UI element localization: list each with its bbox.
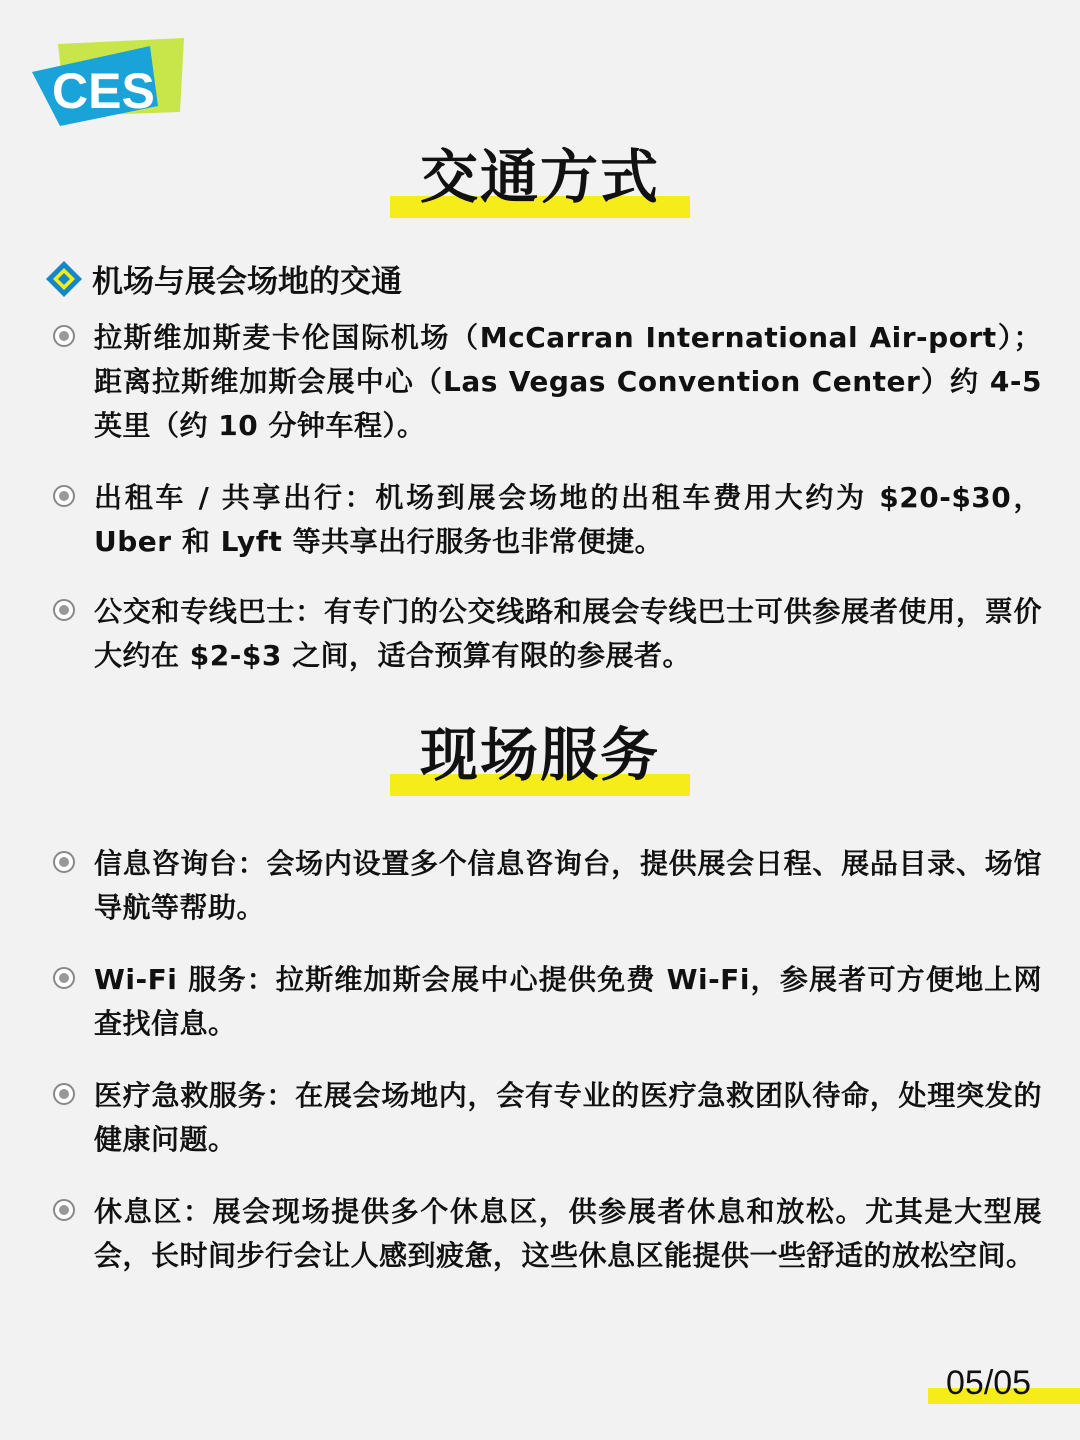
- list-item-text: 医疗急救服务：在展会场地内，会有专业的医疗急救团队待命，处理突发的健康问题。: [94, 1079, 1042, 1156]
- subheading-airport: [44, 256, 402, 301]
- section-title-transport: 交通方式: [419, 143, 660, 211]
- list-item-text: 拉斯维加斯麦卡伦国际机场（McCarran International Air-port）；距离拉斯维加斯会展中心（Las Vegas Convention Center）约 4-5 英里（约 10 分钟车程）。: [94, 321, 1042, 442]
- radio-bullet-icon: [52, 598, 76, 622]
- diamond-icon: [44, 259, 84, 299]
- radio-bullet-icon: [52, 966, 76, 990]
- list-item: [52, 1190, 1042, 1278]
- radio-bullet-icon: [52, 484, 76, 508]
- list-item: [52, 476, 1042, 564]
- list-item-text: 信息咨询台：会场内设置多个信息咨询台，提供展会日程、展品目录、场馆导航等帮助。: [94, 847, 1042, 924]
- radio-bullet-icon: [52, 850, 76, 874]
- list-item: [52, 1074, 1042, 1162]
- list-item-text: 休息区：展会现场提供多个休息区，供参展者休息和放松。尤其是大型展会，长时间步行会让人感到疲惫，这些休息区能提供一些舒适的放松空间。: [94, 1195, 1042, 1272]
- logo-text: CES: [52, 63, 155, 119]
- list-item-text: 公交和专线巴士：有专门的公交线路和展会专线巴士可供参展者使用，票价大约在 $2-$3 之间，适合预算有限的参展者。: [94, 595, 1042, 672]
- ces-logo: [30, 36, 186, 128]
- section-title-onsite-services: 现场服务: [419, 721, 660, 789]
- radio-bullet-icon: [52, 1198, 76, 1222]
- subheading-text: 机场与展会场地的交通: [92, 264, 402, 300]
- list-item: [52, 590, 1042, 678]
- list-item: [52, 316, 1042, 448]
- list-item-text: 出租车 / 共享出行：机场到展会场地的出租车费用大约为 $20-$30，Uber 和 Lyft 等共享出行服务也非常便捷。: [94, 481, 1042, 558]
- list-item: [52, 958, 1042, 1046]
- radio-bullet-icon: [52, 324, 76, 348]
- list-item: [52, 842, 1042, 930]
- radio-bullet-icon: [52, 1082, 76, 1106]
- list-item-text: Wi-Fi 服务：拉斯维加斯会展中心提供免费 Wi-Fi，参展者可方便地上网查找信息。: [94, 963, 1042, 1040]
- page-number: 05/05: [946, 1364, 1032, 1402]
